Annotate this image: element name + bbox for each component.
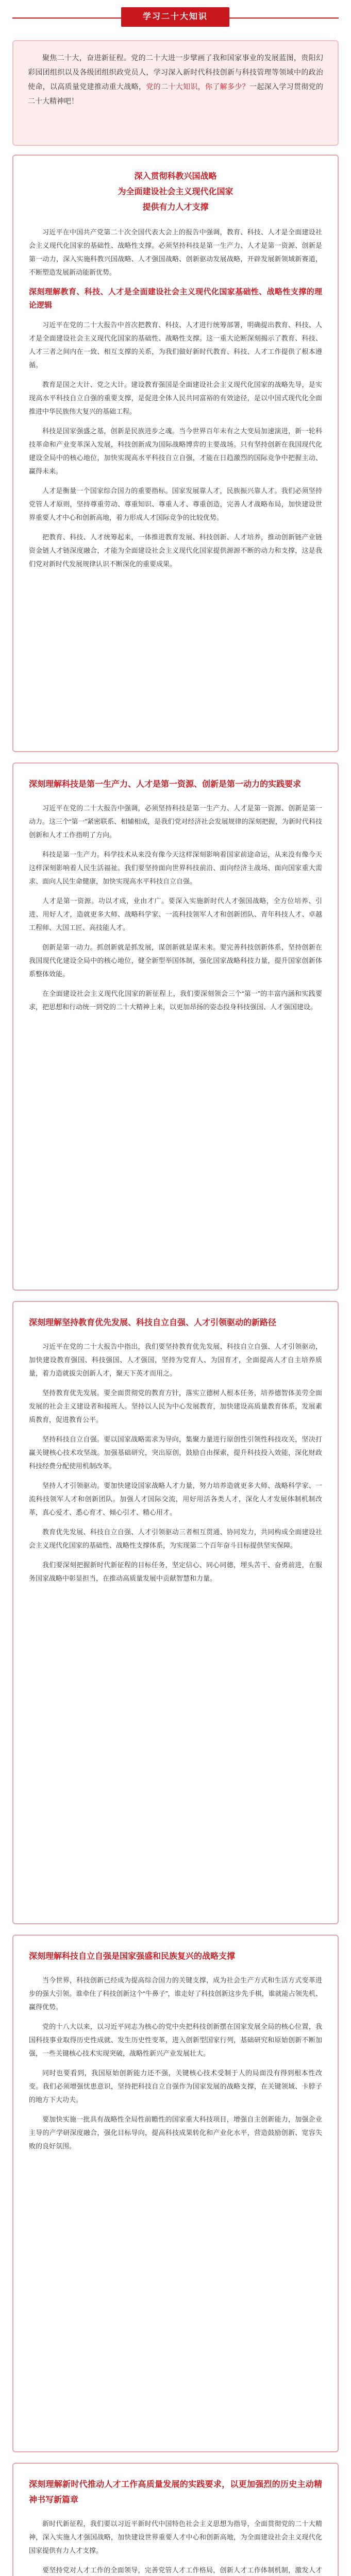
section-2 <box>12 762 339 1291</box>
intro-highlight: 党的二十大知识，你了解多少？ <box>146 82 250 91</box>
section-3-paragraph: 我们要深刻把握新时代新征程的目标任务，坚定信心、同心同德，埋头苦干、奋勇前进，在服务国家战略中彰显担当，在推动高质量发展中贡献智慧和力量。 <box>29 1561 322 1582</box>
section-1-subheading: 深刻理解教育、科技、人才是全面建设社会主义现代化国家基础性、战略性支撑的理论逻辑 <box>29 287 322 310</box>
section-4-paragraph: 同时也要看到，我国原始创新能力还不强，关键核心技术受制于人的局面没有得到根本性改变。我们必须增强忧患意识，坚持把科技自立自强作为国家发展的战略支撑，在关键领域、卡脖子的地方下大功夫。 <box>29 2069 322 2104</box>
section-1-paragraph: 科技是国家强盛之基，创新是民族进步之魂。当今世界百年未有之大变局加速演进，新一轮科技革命和产业变革深入发展，科技创新成为国际战略博弈的主要战场。只有坚持创新在我国现代化建设全局中的核心地位，加快实现高水平科技自立自强，才能在日趋激烈的国际竞争中把握主动、赢得未来。 <box>29 427 322 475</box>
section-3-paragraph: 坚持人才引领驱动。要加快建设国家战略人才力量，努力培养造就更多大师、战略科学家、一流科技领军人才和创新团队。加强人才国际交流，用好用活各类人才，深化人才发展体制机制改革，真心爱才、悉心育才、倾心引才、精心用才。 <box>29 1482 322 1516</box>
section-5 <box>12 2463 339 2576</box>
section-1-paragraph: 把教育、科技、人才统筹起来，一体推进教育发展、科技创新、人才培养，推动创新链产业链资金链人才链深度融合，才能为全面建设社会主义现代化国家提供源源不断的动力和支撑，这是我们党对新时代发展规律认识不断深化的重要成果。 <box>29 533 322 568</box>
section-4-paragraph: 要加快实施一批具有战略性全局性前瞻性的国家重大科技项目，增强自主创新能力，加强企业主导的产学研深度融合，强化目标导向，提高科技成果转化和产业化水平，营造鼓励创新、宽容失败的良好氛围。 <box>29 2115 322 2150</box>
intro-text-a: 聚焦二十大，奋进新征程。党的二十大进一步擘画了我和国家事业的发展蓝图， <box>42 54 302 62</box>
intro-card <box>12 40 339 146</box>
section-3-paragraph: 习近平在党的二十大报告中指出，我们要坚持教育优先发展、科技自立自强、人才引领驱动，加快建设教育强国、科技强国、人才强国，坚持为党育人、为国育才，全面提高人才自主培养质量，着力造就拔尖创新人才，聚天下英才而用之。 <box>29 1343 322 1377</box>
section-1-paragraph: 人才是衡量一个国家综合国力的重要指标。国家发展靠人才，民族振兴靠人才。我们必须坚持党管人才原则，坚持尊重劳动、尊重知识、尊重人才、尊重创造，完善人才战略布局，加快建设世界重要人才中心和创新高地，着力形成人才国际竞争的比较优势。 <box>29 487 322 521</box>
section-5-heading: 深刻理解新时代推动人才工作高质量发展的实践要求，以更加强烈的历史主动精神书写新篇章 <box>29 2480 322 2504</box>
section-4-heading: 深刻理解科技自立自强是国家强盛和民族复兴的战略支撑 <box>29 1952 236 1961</box>
section-4-paragraph: 当今世界，科技创新已经成为提高综合国力的关键支撑，成为社会生产方式和生活方式变革进步的强大引领。谁牵住了科技创新这个“牛鼻子”，谁走好了科技创新这步先手棋，谁就能占领先机、赢得优势。 <box>29 1976 322 2011</box>
section-2-paragraph: 在全面建设社会主义现代化国家的新征程上，我们要深刻领会三个“第一”的丰富内涵和实践要求，把思想和行动统一到党的二十大精神上来，以更加昂扬的姿态投身科技强国、人才强国建设。 <box>29 990 322 1011</box>
section-4-paragraph: 党的十八大以来，以习近平同志为核心的党中央把科技创新摆在国家发展全局的核心位置，我国科技事业取得历史性成就、发生历史性变革，进入创新型国家行列，基础研究和原始创新不断加强，一些关键核心技术实现突破，战略性新兴产业发展壮大。 <box>29 2023 322 2057</box>
section-1-paragraph: 习近平在中国共产党第二十次全国代表大会上的报告中强调，教育、科技、人才是全面建设社会主义现代化国家的基础性、战略性支撑。必须坚持科技是第一生产力、人才是第一资源、创新是第一动力，深入实施科教兴国战略、人才强国战略、创新驱动发展战略，开辟发展新领域新赛道，不断塑造发展新动能新优势。 <box>29 228 322 276</box>
section-1 <box>12 155 339 752</box>
section-1-paragraph: 教育是国之大计、党之大计。建设教育强国是全面建设社会主义现代化国家的战略先导，是实现高水平科技自立自强的重要支撑，是促进全体人民共同富裕的有效途径，是以中国式现代化全面推进中华民族伟大复兴的基础工程。 <box>29 381 322 415</box>
section-3-paragraph: 教育优先发展、科技自立自强、人才引领驱动三者相互贯通、协同发力，共同构成全面建设社会主义现代化国家的基础性、战略性支撑体系，为实现第二个百年奋斗目标提供坚实保障。 <box>29 1528 322 1549</box>
section-1-title <box>29 169 322 215</box>
section-1-title-line-3: 提供有力人才支撑 <box>142 203 209 212</box>
section-3 <box>12 1301 339 1924</box>
section-2-paragraph: 人才是第一资源。功以才成，业由才广。要深入实施新时代人才强国战略，全方位培养、引进、用好人才，造就更多大师、战略科学家、一流科技领军人才和创新团队、青年科技人才、卓越工程师、大国工匠、高技能人才。 <box>29 897 322 931</box>
section-2-heading: 深刻理解科技是第一生产力、人才是第一资源、创新是第一动力的实践要求 <box>29 780 302 789</box>
section-2-paragraph: 科技是第一生产力。科学技术从来没有像今天这样深刻影响着国家前途命运，从来没有像今天这样深刻影响着人民生活福祉。我们要坚持面向世界科技前沿、面向经济主战场、面向国家重大需求、面向人民生命健康，加快实现高水平科技自立自强。 <box>29 851 322 885</box>
section-3-paragraph: 坚持教育优先发展。要全面贯彻党的教育方针，落实立德树人根本任务，培养德智体美劳全面发展的社会主义建设者和接班人。坚持以人民为中心发展教育，加快建设高质量教育体系，发展素质教育，促进教育公平。 <box>29 1389 322 1423</box>
section-5-paragraph: 要坚持党对人才工作的全面领导，完善党管人才工作格局，创新人才工作体制机制，激发人才 <box>42 2566 322 2574</box>
header-tag: 学习二十大知识 <box>121 7 229 27</box>
section-4 <box>12 1935 339 2452</box>
section-1-title-line-2: 为全面建设社会主义现代化国家 <box>118 188 233 196</box>
section-1-title-line-1: 深入贯彻科教兴国战略 <box>134 172 217 181</box>
section-3-heading: 深刻理解坚持教育优先发展、科技自立自强、人才引领驱动的新路径 <box>29 1318 277 1327</box>
header <box>0 0 351 30</box>
section-1-paragraph: 习近平在党的二十大报告中首次把教育、科技、人才进行统筹部署，明确提出教育、科技、人才是全面建设社会主义现代化国家的基础性、战略性支撑。这一重大论断深刻揭示了教育、科技、人才三者之间内在一致、相互支撑的关系，为我们做好新时代教育、科技、人才工作提供了根本遵循。 <box>29 321 322 369</box>
intro-text-d: 一起深入学习贯彻党的二十大精神吧！ <box>28 82 324 105</box>
section-3-paragraph: 坚持科技自立自强。要以国家战略需求为导向，集聚力量进行原创性引领性科技攻关，坚决打赢关键核心技术攻坚战。加强基础研究，突出原创，鼓励自由探索，提升科技投入效能，深化财政科技经费分配使用机制改革。 <box>29 1435 322 1470</box>
intro-text-b: 贵阳幻彩园团组织以及各级团组织政党员人，学习深入新时代科技创新与科技管理等领域中的政治使命，以高质量党建推动重大战略， <box>28 54 323 91</box>
section-2-paragraph: 习近平在党的二十大报告中强调，必须坚持科技是第一生产力、人才是第一资源、创新是第一动力。这三个“第一”紧密联系、相辅相成，是我们党对经济社会发展规律的深刻把握，为新时代科技创新和人才工作指明了方向。 <box>29 804 322 839</box>
section-2-paragraph: 创新是第一动力。抓创新就是抓发展，谋创新就是谋未来。要完善科技创新体系，坚持创新在我国现代化建设全局中的核心地位，健全新型举国体制，强化国家战略科技力量，提升国家创新体系整体效能。 <box>29 943 322 978</box>
section-5-paragraph: 新时代新征程，我们要以习近平新时代中国特色社会主义思想为指导，全面贯彻党的二十大精神，深入实施人才强国战略，加快建设世界重要人才中心和创新高地，为全面建设社会主义现代化国家提供有力人才支撑。 <box>29 2520 322 2554</box>
